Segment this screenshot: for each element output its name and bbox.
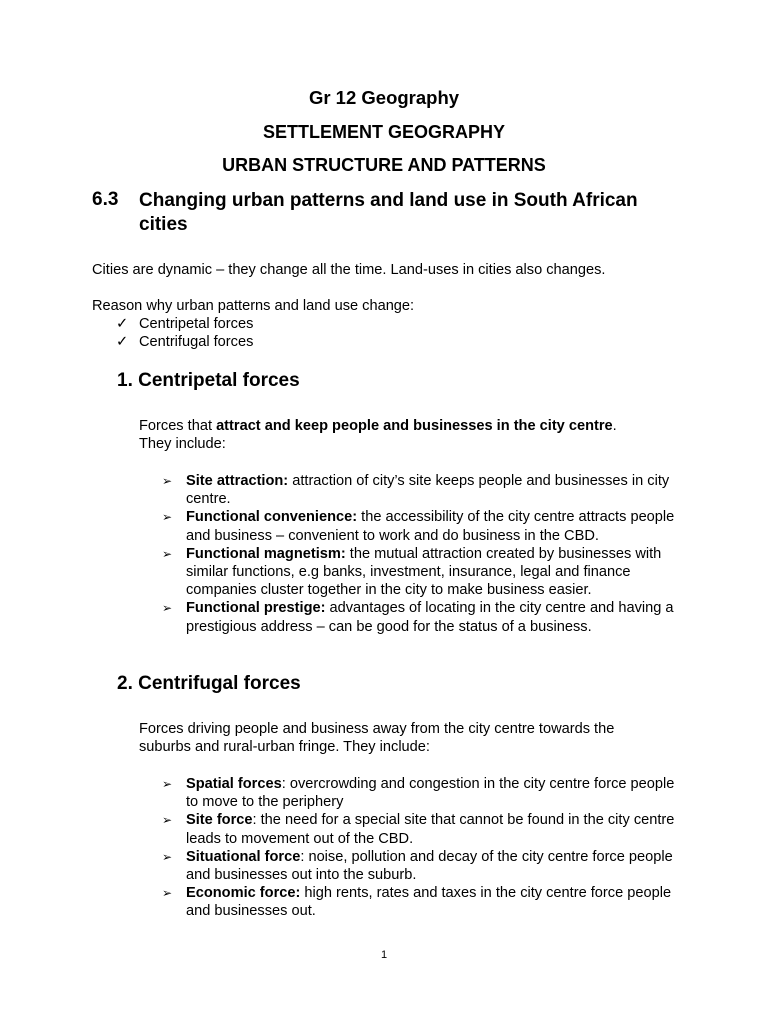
- list-item: [162, 775, 682, 811]
- centrifugal-heading: 2. Centrifugal forces: [117, 673, 301, 694]
- reason-item: [116, 315, 253, 333]
- arrow-bullet-icon: ➢: [162, 813, 173, 828]
- reason-heading: Reason why urban patterns and land use change:: [92, 298, 415, 314]
- item-term: Economic force:: [186, 885, 301, 902]
- check-icon: ✓: [116, 316, 129, 332]
- item-text: : noise, pollution and decay of the city centre force people and businesses out into the suburb.: [186, 848, 673, 884]
- page-number: 1: [380, 949, 388, 961]
- item-term: Functional convenience:: [186, 509, 358, 526]
- list-item: [162, 811, 682, 847]
- arrow-bullet-icon: ➢: [162, 849, 173, 864]
- list-item: [162, 599, 682, 635]
- list-item: [162, 472, 682, 508]
- centripetal-desc-suffix: .: [612, 418, 617, 434]
- item-text: the mutual attraction created by businesses with similar functions, e.g banks, investment, insurance, legal and finance companies cluster together in the city to make business easier.: [186, 545, 662, 599]
- item-term: Functional magnetism:: [186, 545, 346, 562]
- centripetal-heading: 1. Centripetal forces: [117, 370, 300, 391]
- item-text: : overcrowding and congestion in the city centre force people to move to the periphery: [186, 776, 675, 811]
- centripetal-list: [162, 472, 682, 636]
- list-item: [162, 884, 682, 920]
- centrifugal-list: [162, 775, 682, 921]
- item-text: advantages of locating in the city centre and having a prestigious address – can be good for the status of a business.: [186, 600, 674, 635]
- reason-item: [116, 333, 253, 351]
- item-term: Functional prestige:: [186, 600, 326, 617]
- item-text: high rents, rates and taxes in the city centre force people and businesses out.: [186, 885, 672, 920]
- centrifugal-description: Forces driving people and business away from the city centre towards the suburbs and rural-urban fringe. They include:: [139, 721, 615, 755]
- item-term: Site force: [186, 812, 253, 829]
- item-term: Site attraction:: [186, 473, 289, 489]
- item-term: Situational force: [186, 848, 301, 865]
- reason-label: Centripetal forces: [139, 316, 254, 332]
- centripetal-desc-bold: attract and keep people and businesses in the city centre: [216, 418, 613, 434]
- document-title: Gr 12 Geography: [308, 87, 460, 108]
- arrow-bullet-icon: ➢: [162, 546, 173, 561]
- arrow-bullet-icon: ➢: [162, 510, 173, 525]
- item-term: Spatial forces: [186, 776, 282, 792]
- topic-heading: SETTLEMENT GEOGRAPHY: [262, 122, 505, 142]
- item-text: the accessibility of the city centre attracts people and business – convenient to work and do business in the CBD.: [186, 509, 675, 544]
- list-item: [162, 508, 682, 544]
- item-text: : the need for a special site that cannot be found in the city centre leads to movement out of the CBD.: [186, 812, 675, 847]
- centripetal-desc-prefix: Forces that: [139, 418, 217, 434]
- arrow-bullet-icon: ➢: [162, 601, 173, 616]
- check-icon: ✓: [116, 334, 129, 350]
- section-heading: Changing urban patterns and land use in South African cities: [139, 190, 638, 235]
- centripetal-description: [139, 417, 679, 453]
- arrow-bullet-icon: ➢: [162, 474, 173, 488]
- intro-paragraph: Cities are dynamic – they change all the time. Land-uses in cities also changes.: [92, 262, 606, 278]
- reason-label: Centrifugal forces: [139, 334, 254, 350]
- list-item: [162, 848, 682, 884]
- arrow-bullet-icon: ➢: [162, 886, 173, 901]
- item-text: attraction of city’s site keeps people and businesses in city centre.: [186, 473, 670, 508]
- subtopic-heading: URBAN STRUCTURE AND PATTERNS: [222, 155, 546, 175]
- section-number: 6.3: [92, 189, 119, 210]
- centripetal-desc-line2: They include:: [139, 436, 226, 452]
- arrow-bullet-icon: ➢: [162, 777, 173, 791]
- list-item: [162, 545, 682, 600]
